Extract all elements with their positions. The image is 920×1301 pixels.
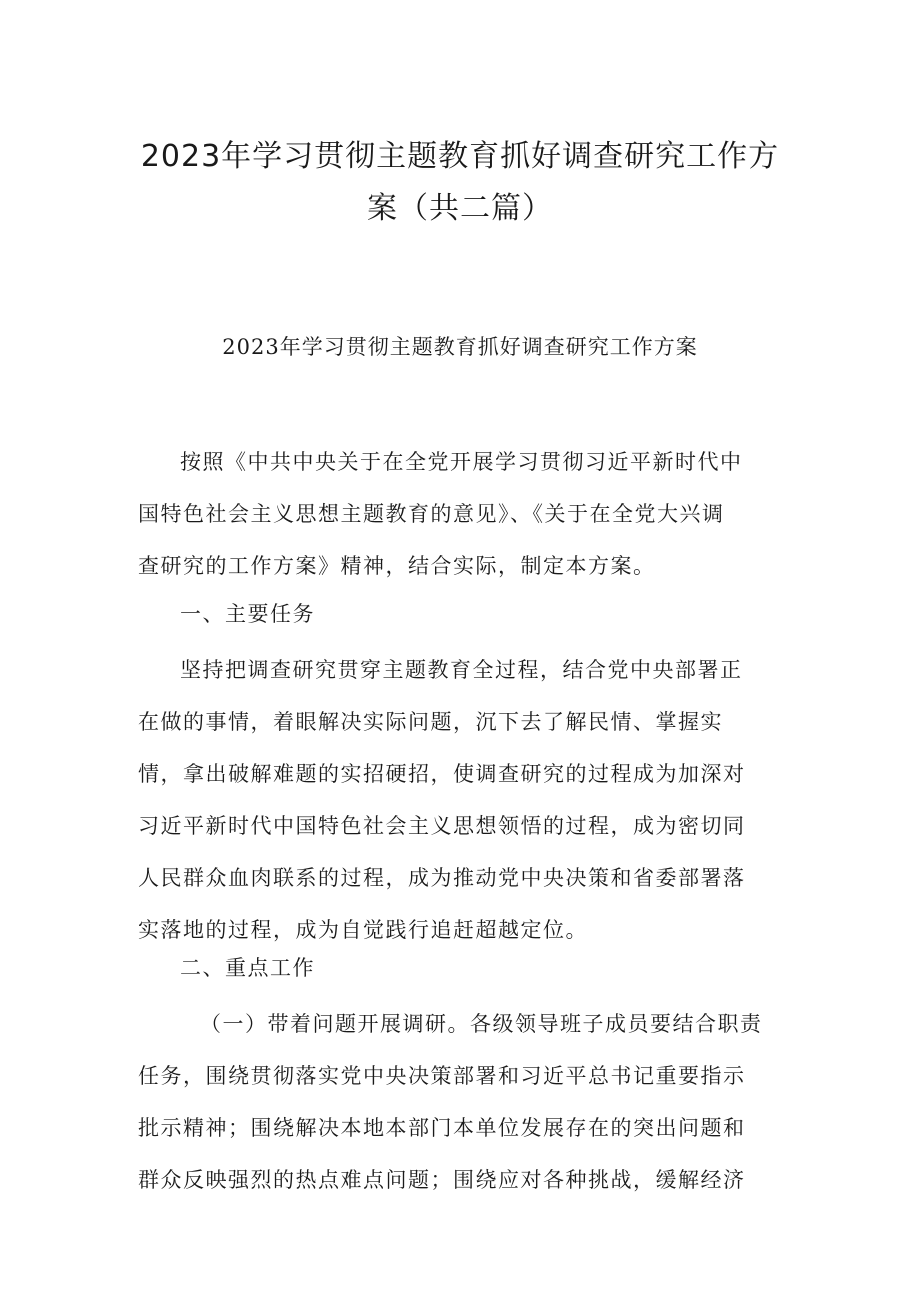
section-1-line-4: 习近平新时代中国特色社会主义思想领悟的过程，成为密切同 bbox=[138, 814, 746, 838]
section-1-heading-block bbox=[138, 588, 778, 640]
section-1-paragraph bbox=[138, 644, 778, 956]
intro-paragraph bbox=[138, 436, 778, 592]
intro-line-2: 国特色社会主义思想主题教育的意见》、《关于在全党大兴调 bbox=[138, 502, 725, 526]
section-1-heading: 一、主要任务 bbox=[180, 602, 315, 626]
section-2-heading-block bbox=[138, 942, 778, 994]
document-title-line-1: 2023年学习贯彻主题教育抓好调查研究工作方 bbox=[140, 139, 780, 174]
section-1-line-2: 在做的事情，着眼解决实际问题，沉下去了解民情、掌握实 bbox=[138, 710, 723, 734]
document-subtitle: 2023年学习贯彻主题教育抓好调查研究工作方案 bbox=[222, 335, 698, 359]
section-2-heading: 二、重点工作 bbox=[180, 956, 315, 980]
section-1-line-6: 实落地的过程，成为自觉践行追赶超越定位。 bbox=[138, 918, 588, 942]
section-2-line-1: （一）带着问题开展调研。各级领导班子成员要结合职责 bbox=[200, 1012, 763, 1036]
intro-line-3: 查研究的工作方案》精神，结合实际，制定本方案。 bbox=[138, 554, 656, 578]
section-1-line-3: 情，拿出破解难题的实招硬招，使调查研究的过程成为加深对 bbox=[138, 762, 746, 786]
document-title-line-2: 案（共二篇） bbox=[367, 191, 553, 226]
section-1-line-5: 人民群众血肉联系的过程，成为推动党中央决策和省委部署落 bbox=[138, 866, 746, 890]
section-2-line-4: 群众反映强烈的热点难点问题；围绕应对各种挑战，缓解经济 bbox=[138, 1168, 746, 1192]
document-title bbox=[120, 131, 800, 235]
section-1-line-1: 坚持把调查研究贯穿主题教育全过程，结合党中央部署正 bbox=[180, 658, 743, 682]
section-2-paragraph bbox=[138, 998, 778, 1206]
intro-line-1: 按照《中共中央关于在全党开展学习贯彻习近平新时代中 bbox=[180, 450, 743, 474]
section-2-line-2: 任务，围绕贯彻落实党中央决策部署和习近平总书记重要指示 bbox=[138, 1064, 746, 1088]
section-2-line-3: 批示精神；围绕解决本地本部门本单位发展存在的突出问题和 bbox=[138, 1116, 746, 1140]
